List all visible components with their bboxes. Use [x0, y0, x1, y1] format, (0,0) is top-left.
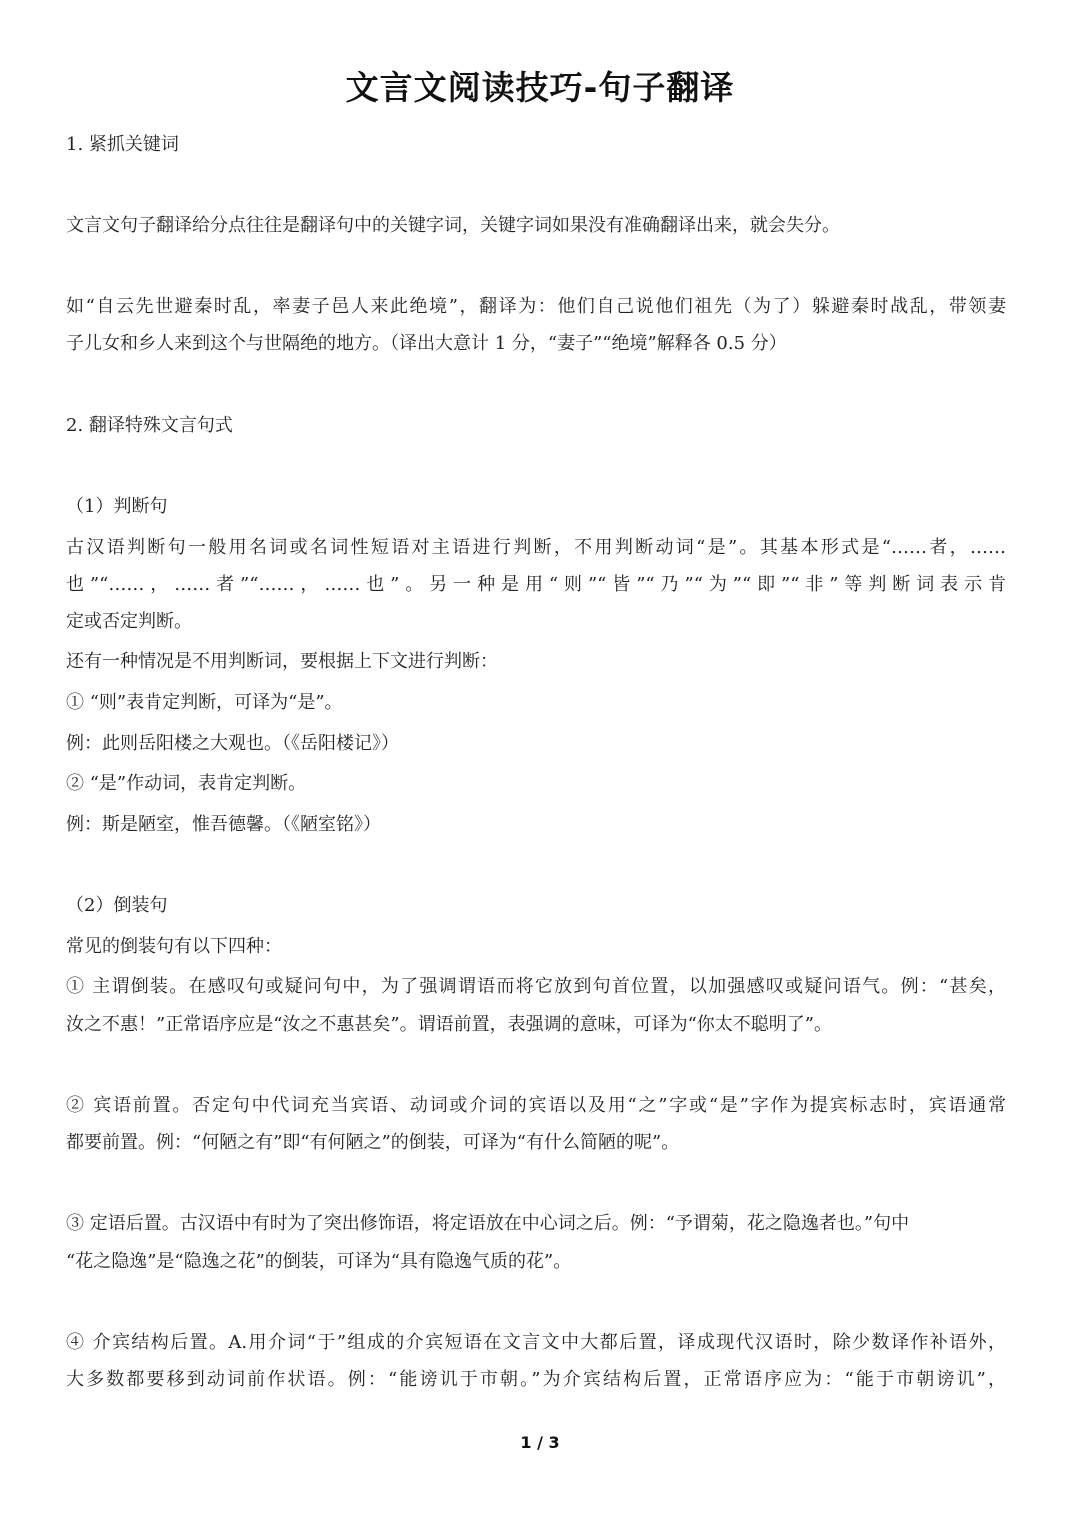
judgment-line-2: 也”“……，……者”“……，……也”。另一种是用“则”“皆”“乃”“为”“即”“非”等判断词表示肯 — [66, 574, 1006, 595]
inverted-sentence-heading: （2）倒装句 — [66, 895, 168, 916]
section-1-example-line-1: 如“自云先世避秦时乱，率妻子邑人来此绝境”，翻译为：他们自己说他们祖先（为了）躲避秦时战乱，带领妻 — [66, 296, 1006, 317]
inverted-type-1-line-1: ① 主谓倒装。在感叹句或疑问句中，为了强调谓语而将它放到句首位置，以加强感叹或疑问语气。例：“甚矣， — [66, 976, 1006, 997]
judgment-line-1: 古汉语判断句一般用名词或名词性短语对主语进行判断，不用判断动词“是”。其基本形式是“……者，…… — [66, 537, 1006, 558]
inverted-type-1-line-2: 汝之不惠！”正常语序应是“汝之不惠甚矣”。谓语前置，表强调的意味，可译为“你太不聪明了”。 — [66, 1014, 833, 1035]
inverted-type-2-line-2: 都要前置。例：“何陋之有”即“有何陋之”的倒装，可译为“有什么简陋的呢”。 — [66, 1132, 680, 1153]
judgment-rule-1: ① “则”表肯定判断，可译为“是”。 — [66, 692, 343, 713]
judgment-line-4: 还有一种情况是不用判断词，要根据上下文进行判断： — [66, 651, 498, 672]
inverted-type-3-line-1: ③ 定语后置。古汉语中有时为了突出修饰语，将定语放在中心词之后。例：“予谓菊，花之隐逸者也。”句中 — [66, 1213, 910, 1234]
section-1-heading: 1. 紧抓关键词 — [66, 134, 179, 155]
section-2-heading: 2. 翻译特殊文言句式 — [66, 415, 233, 436]
inverted-type-4-line-2: 大多数都要移到动词前作状语。例：“能谤讥于市朝。”为介宾结构后置，正常语序应为：“能于市朝谤讥”， — [66, 1369, 1006, 1390]
inverted-type-3-line-2: “花之隐逸”是“隐逸之花”的倒装，可译为“具有隐逸气质的花”。 — [66, 1251, 572, 1272]
judgment-example-1: 例：此则岳阳楼之大观也。（《岳阳楼记》） — [66, 733, 399, 754]
judgment-example-2: 例：斯是陋室，惟吾德馨。（《陋室铭》） — [66, 814, 381, 835]
page-number-indicator: 1 / 3 — [520, 1433, 560, 1452]
page-title: 文言文阅读技巧-句子翻译 — [345, 68, 735, 107]
section-1-paragraph: 文言文句子翻译给分点往往是翻译句中的关键字词，关键字词如果没有准确翻译出来，就会失分。 — [66, 215, 840, 236]
inverted-type-4-line-1: ④ 介宾结构后置。A.用介词“于”组成的介宾短语在文言文中大都后置，译成现代汉语时，除少数译作补语外， — [66, 1332, 1006, 1353]
inverted-intro: 常见的倒装句有以下四种： — [66, 936, 282, 957]
judgment-line-3: 定或否定判断。 — [66, 611, 192, 632]
judgment-sentence-heading: （1）判断句 — [66, 496, 168, 517]
section-1-example-line-2: 子儿女和乡人来到这个与世隔绝的地方。（译出大意计 1 分，“妻子”“绝境”解释各 0.5 分） — [66, 333, 787, 354]
inverted-type-2-line-1: ② 宾语前置。否定句中代词充当宾语、动词或介词的宾语以及用“之”字或“是”字作为提宾标志时，宾语通常 — [66, 1095, 1006, 1116]
judgment-rule-2: ② “是”作动词，表肯定判断。 — [66, 773, 307, 794]
